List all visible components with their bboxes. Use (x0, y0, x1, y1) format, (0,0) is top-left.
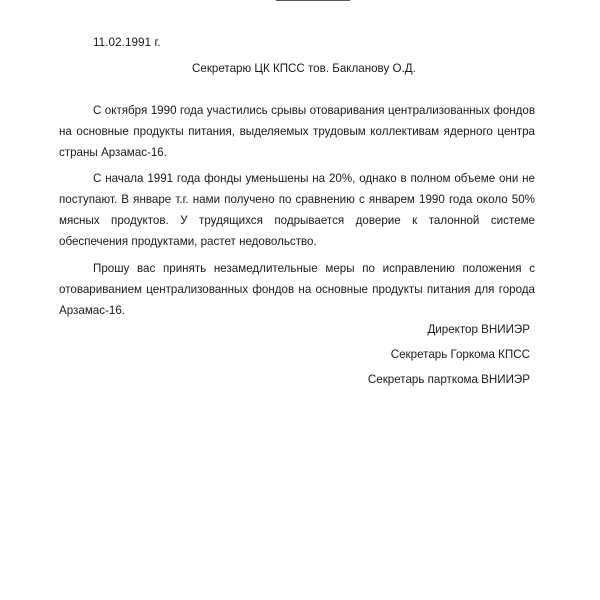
paragraph-2: С начала 1991 года фонды уменьшены на 20%, однако в полном объеме они не поступают. В январе т.г. нами получено по сравнению с январем 1990 года около 50% мясных продуктов. У трудящихся подрывается доверие к талонной системе обеспечения продуктами, растет недовольство. (59, 172, 535, 248)
signatory-partkom-secretary: Секретарь парткома ВНИИЭР (367, 373, 530, 386)
document-date: 11.02.1991 г. (93, 36, 161, 49)
signatory-gorkom-secretary: Секретарь Горкома КПСС (390, 348, 530, 361)
top-rule-line (276, 0, 350, 1)
addressee-line: Секретарю ЦК КПСС тов. Бакланову О.Д. (192, 62, 416, 75)
paragraph-1: С октября 1990 года участились срывы отоваривания централизованных фондов на основные продукты питания, выделяемых трудовым коллективам ядерного центра страны Арзамас-16. (59, 104, 535, 159)
signatory-director: Директор ВНИИЭР (427, 323, 530, 336)
paragraph-3: Прошу вас принять незамедлительные меры по исправлению положения с отовариванием централизованных фондов на основные продукты питания для города Арзамас-16. (59, 262, 535, 317)
